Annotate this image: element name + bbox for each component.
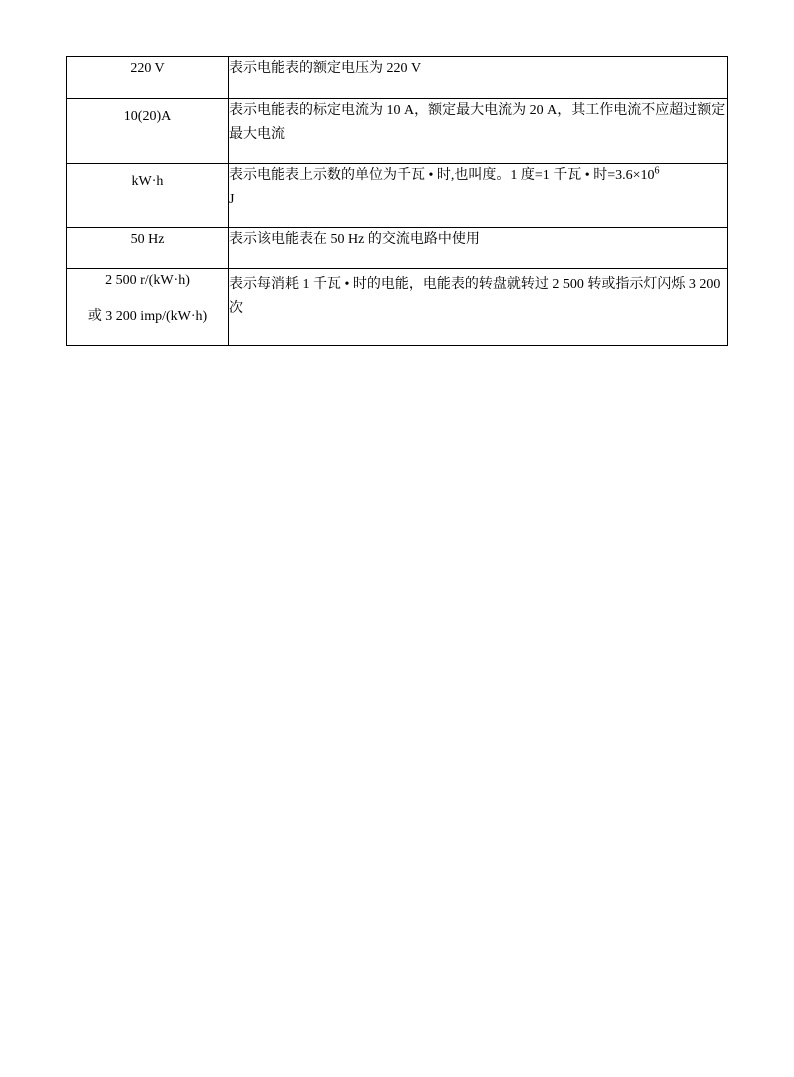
parameter-description: 表示每消耗 1 千瓦 • 时的电能，电能表的转盘就转过 2 500 转或指示灯闪烁 3 200 次 bbox=[229, 277, 721, 316]
parameter-description: 表示电能表的额定电压为 220 V bbox=[229, 61, 422, 76]
table-row bbox=[67, 57, 728, 99]
parameter-description-cell bbox=[229, 228, 728, 269]
table-row bbox=[67, 228, 728, 269]
meter-parameters-table bbox=[66, 56, 728, 346]
parameter-label: kW·h bbox=[131, 174, 164, 189]
parameter-description-cell bbox=[229, 164, 728, 228]
parameter-label-cell bbox=[67, 269, 229, 346]
parameter-description-cell bbox=[229, 99, 728, 164]
parameter-label-cell bbox=[67, 99, 229, 164]
table-row bbox=[67, 164, 728, 228]
parameter-label-cell bbox=[67, 57, 229, 99]
parameter-label: 2 500 r/(kW·h) bbox=[105, 273, 190, 288]
parameter-label: 220 V bbox=[130, 61, 165, 76]
parameter-label-cell bbox=[67, 164, 229, 228]
table-row bbox=[67, 99, 728, 164]
parameter-label-cell bbox=[67, 228, 229, 269]
parameter-description: 表示该电能表在 50 Hz 的交流电路中使用 bbox=[229, 232, 480, 247]
exponent-superscript: 6 bbox=[654, 165, 660, 177]
table-row bbox=[67, 269, 728, 346]
parameter-label-alt: 或 3 200 imp/(kW·h) bbox=[87, 309, 208, 324]
parameter-description-tail: J bbox=[229, 192, 235, 207]
parameter-description-cell bbox=[229, 57, 728, 99]
parameter-label: 10(20)A bbox=[123, 109, 172, 124]
parameter-label: 50 Hz bbox=[130, 232, 165, 247]
parameter-description-cell bbox=[229, 269, 728, 346]
parameter-description: 表示电能表上示数的单位为千瓦 • 时,也叫度。1 度=1 千瓦 • 时=3.6×10 bbox=[229, 168, 655, 183]
parameter-description: 表示电能表的标定电流为 10 A，额定最大电流为 20 A，其工作电流不应超过额定最大电流 bbox=[229, 103, 726, 142]
